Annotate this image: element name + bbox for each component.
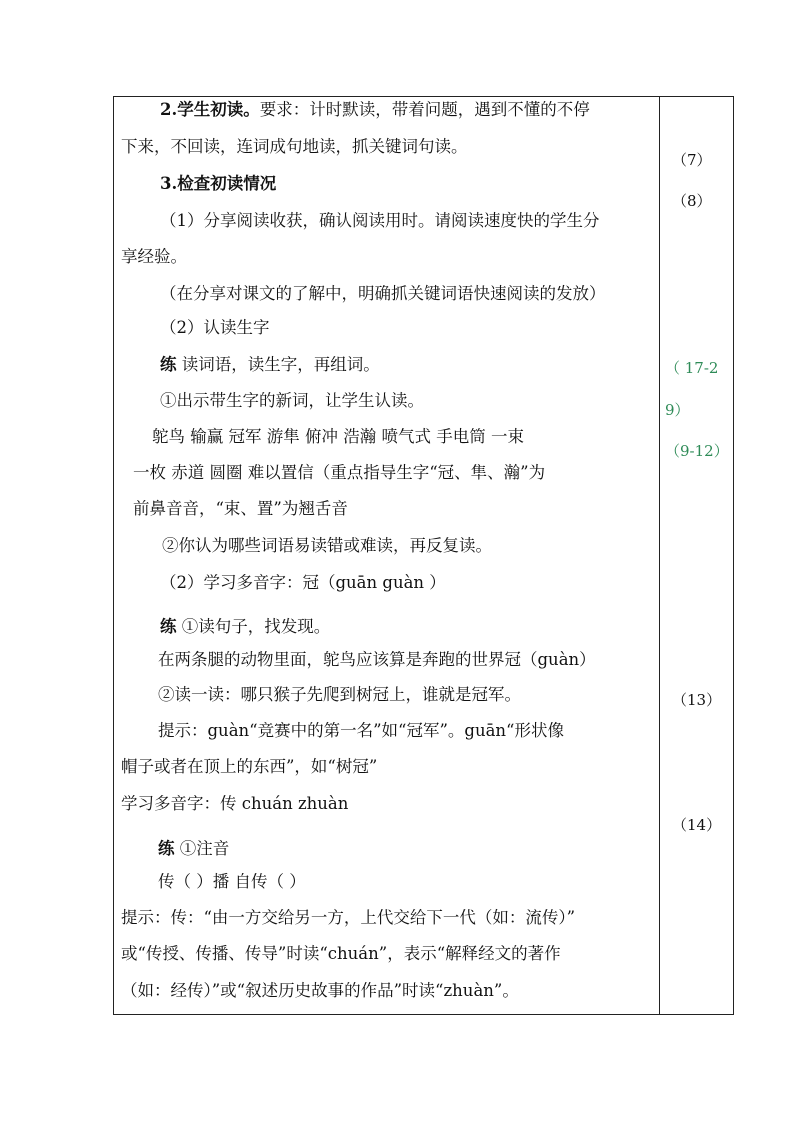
line-16: 在两条腿的动物里面，鸵鸟应该算是奔跑的世界冠（guàn）: [158, 650, 596, 669]
practice-label: 练: [160, 617, 177, 636]
line-12: 前鼻音音，“束、置”为翘舌音: [133, 499, 348, 518]
line-23: 提示：传：“由一方交给另一方，上代交给下一代（如：流传）”: [121, 908, 576, 927]
line-14: （2）学习多音字：冠（guān guàn ）: [160, 573, 446, 592]
ref-13: （13）: [672, 691, 722, 709]
line-4: （1）分享阅读收获，确认阅读用时。请阅读速度快的学生分: [160, 211, 600, 230]
line-9: ①出示带生字的新词，让学生认读。: [160, 391, 424, 410]
line-10-words: 鸵鸟 输赢 冠军 游隼 俯冲 浩瀚 喷气式 手电筒 一束: [152, 427, 524, 446]
line-1-text: 要求：计时默读，带着问题，遇到不懂的不停: [259, 100, 590, 119]
line-1-heading: 2.学生初读。: [160, 100, 260, 119]
line-21: [158, 838, 229, 860]
line-21-text: ①注音: [174, 839, 230, 858]
line-22: 传（ ）播 自传（ ）: [158, 872, 306, 891]
line-2: 下来，不回读，连词成句地读，抓关键词句读。: [121, 137, 468, 156]
ref-7: （7）: [672, 151, 712, 169]
line-6: （在分享对课文的了解中，明确抓关键词语快速阅读的发放）: [160, 284, 606, 303]
line-1: [160, 99, 590, 121]
line-13: ②你认为哪些词语易读错或难读，再反复读。: [162, 536, 492, 555]
column-divider: [659, 97, 660, 1014]
ref-17-29-a: （ 17-2: [665, 359, 719, 377]
ref-9-12: （9-12）: [665, 442, 729, 460]
line-5: 享经验。: [121, 247, 187, 266]
line-20: 学习多音字：传 chuán zhuàn: [121, 794, 349, 813]
line-17: ②读一读：哪只猴子先爬到树冠上，谁就是冠军。: [158, 685, 521, 704]
line-15: [160, 616, 330, 638]
line-25: （如：经传）”或“叙述历史故事的作品”时读“zhuàn”。: [121, 981, 519, 1000]
ref-17-29-b: 9）: [665, 401, 690, 419]
practice-label: 练: [160, 355, 177, 374]
line-11: 一枚 赤道 圆圈 难以置信（重点指导生字“冠、隼、瀚”为: [133, 463, 546, 482]
line-3-heading: 3.检查初读情况: [160, 174, 277, 193]
line-7: （2）认读生字: [160, 318, 270, 337]
line-8: [160, 354, 380, 376]
practice-label: 练: [158, 839, 175, 858]
line-15-text: ①读句子，找发现。: [176, 617, 331, 636]
line-24: 或“传授、传播、传导”时读“chuán”，表示“解释经文的著作: [121, 944, 561, 963]
line-19: 帽子或者在顶上的东西”，如“树冠”: [121, 757, 378, 776]
line-18: 提示：guàn“竞赛中的第一名”如“冠军”。guān“形状像: [158, 721, 564, 740]
line-8-text: 读词语，读生字，再组词。: [176, 355, 380, 374]
ref-8: （8）: [672, 192, 712, 210]
ref-14: （14）: [672, 816, 722, 834]
